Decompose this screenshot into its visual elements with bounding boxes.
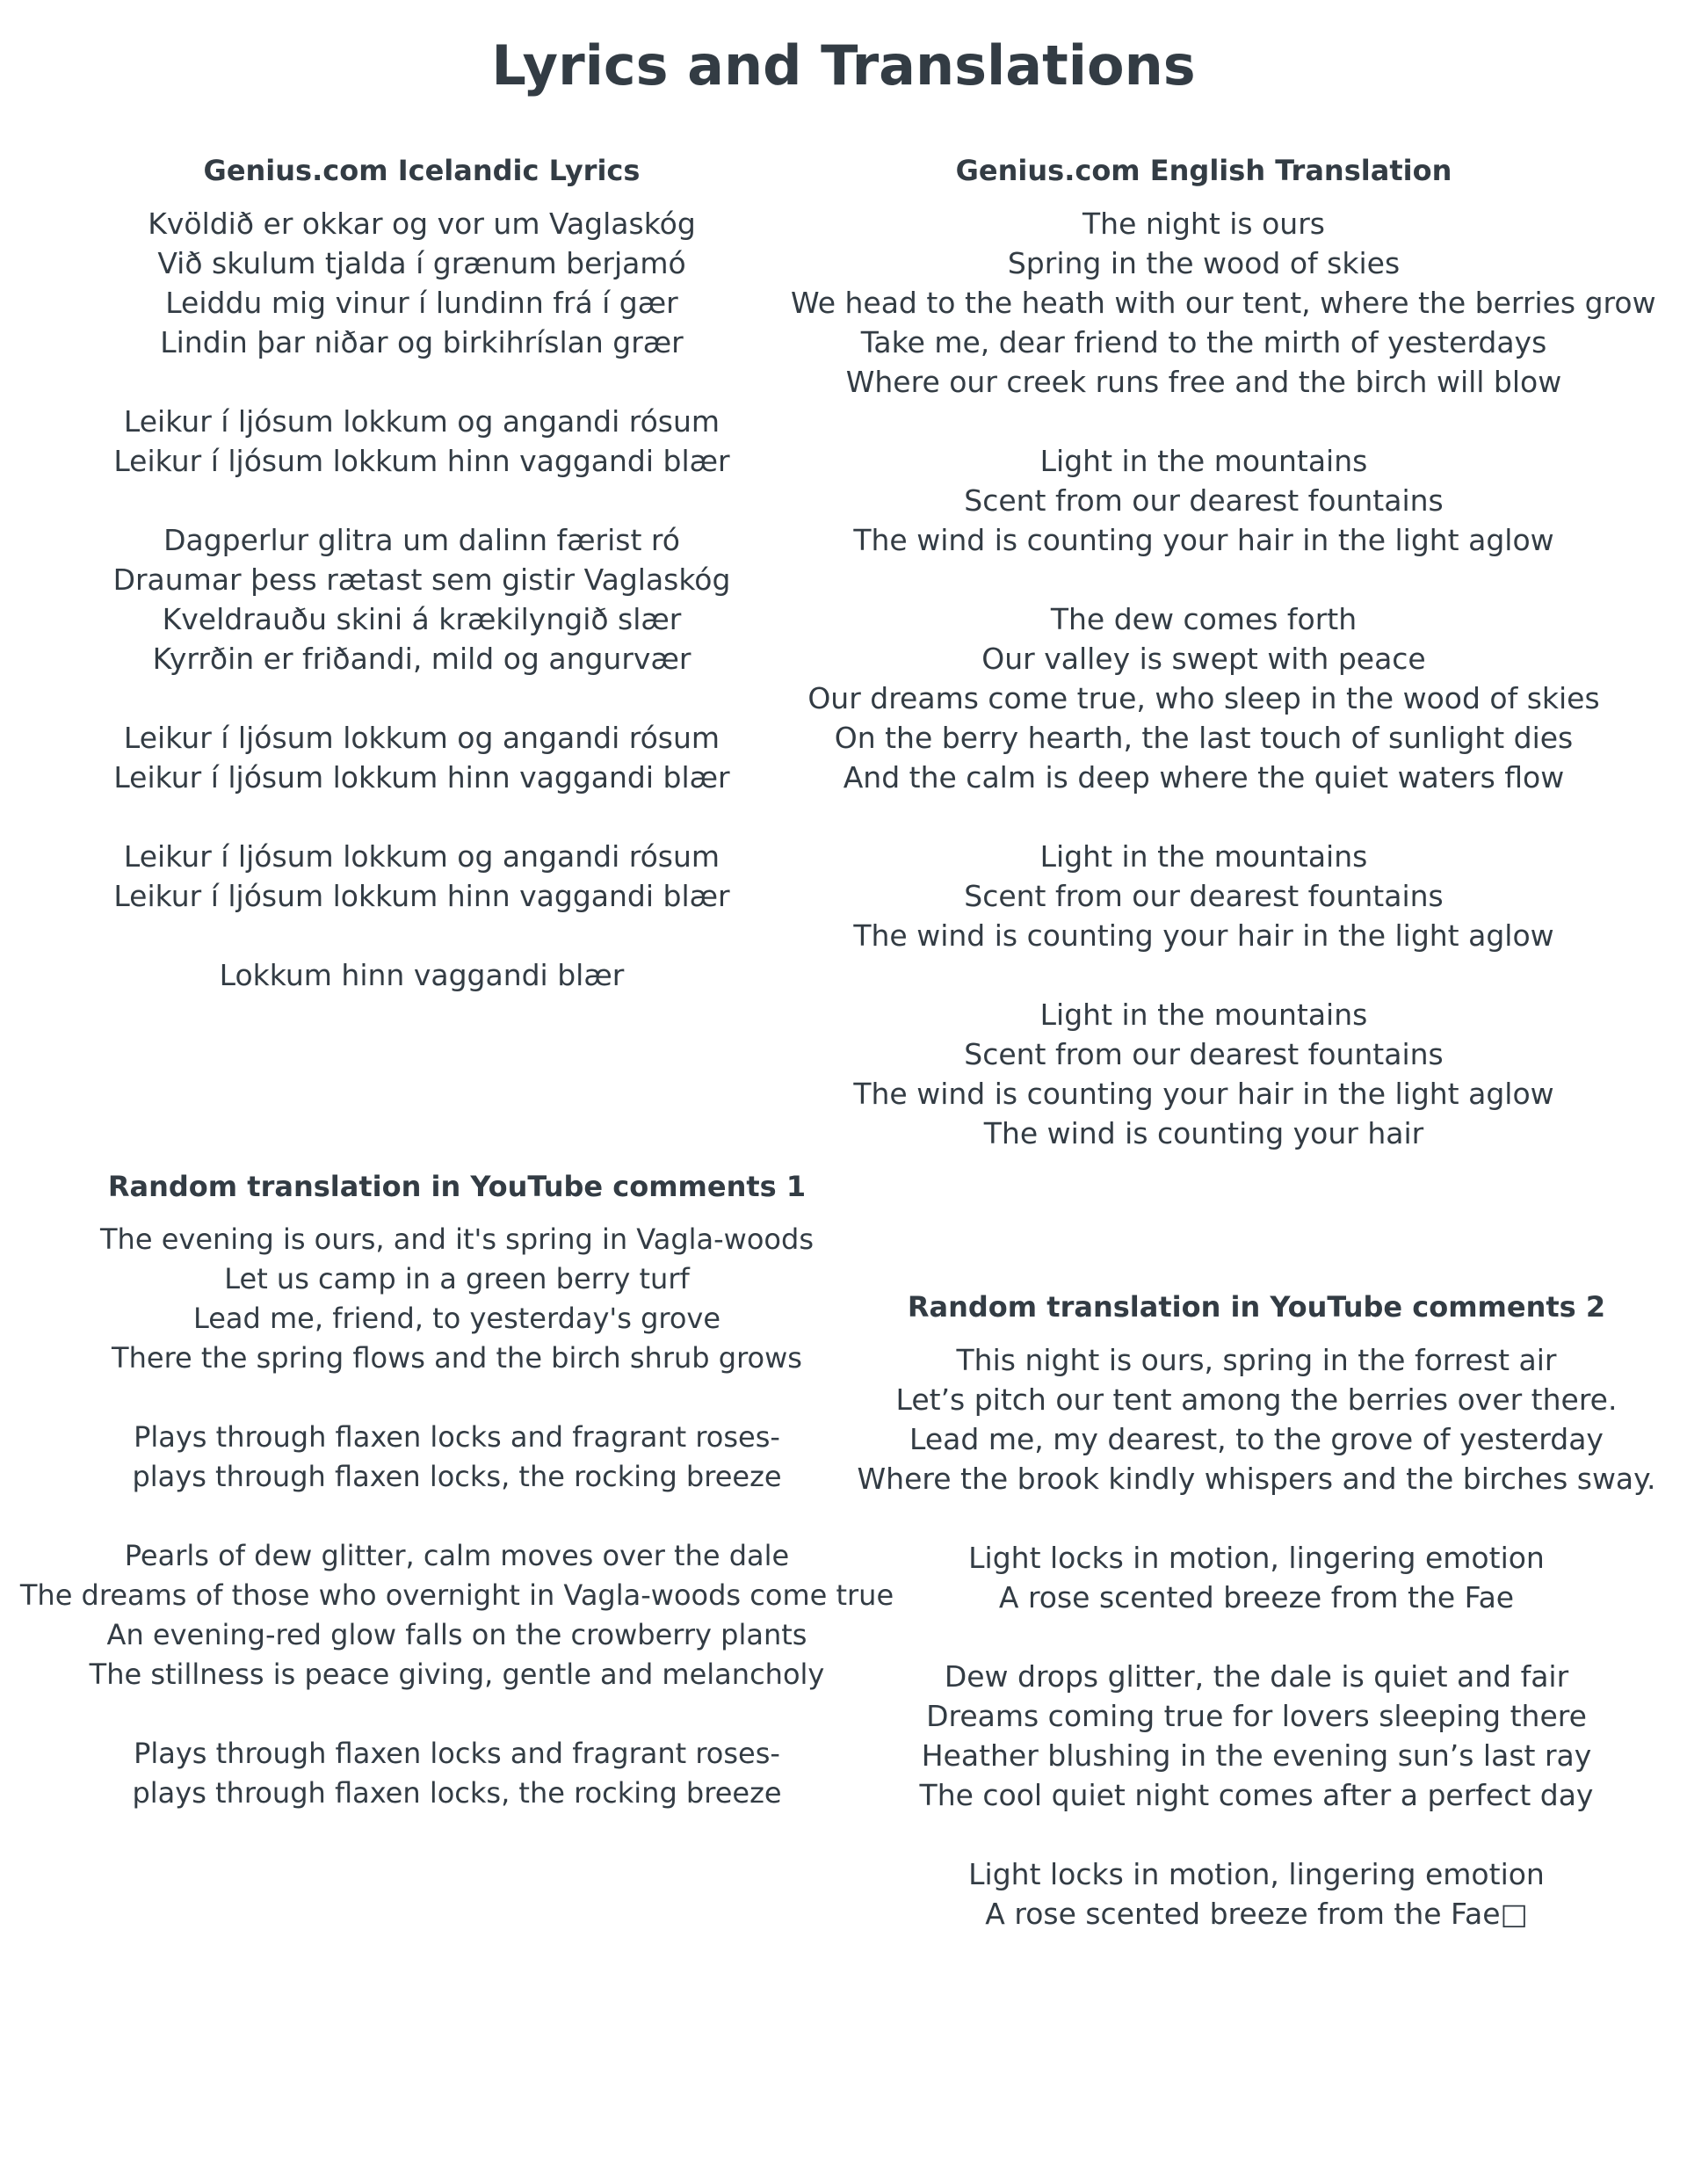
lyric-line: Lokkum hinn vaggandi blær bbox=[219, 958, 625, 992]
stanza bbox=[844, 1340, 1669, 1498]
lyric-line: There the spring flows and the birch shrub grows bbox=[112, 1341, 802, 1375]
section-heading: Random translation in YouTube comments 1 bbox=[107, 1170, 807, 1203]
lyric-line: plays through flaxen locks, the rocking breeze bbox=[132, 1776, 782, 1810]
lyric-line: Light locks in motion, lingering emotion bbox=[968, 1541, 1545, 1575]
lyric-line: Take me, dear friend to the mirth of yesterdays bbox=[860, 325, 1547, 359]
page-title: Lyrics and Translations bbox=[491, 33, 1196, 98]
stanza bbox=[844, 1657, 1669, 1815]
stanza-list bbox=[844, 1340, 1669, 1934]
stanza bbox=[70, 402, 773, 481]
section-heading: Genius.com Icelandic Lyrics bbox=[203, 154, 641, 187]
lyric-line: Plays through flaxen locks and fragrant roses- bbox=[134, 1420, 780, 1454]
lyric-line: Light in the mountains bbox=[1039, 444, 1368, 478]
lyric-line: Leikur í ljósum lokkum og angandi rósum bbox=[123, 721, 720, 755]
lyric-line: The night is ours bbox=[1082, 207, 1325, 241]
stanza bbox=[791, 441, 1617, 560]
lyric-line: Scent from our dearest fountains bbox=[964, 879, 1444, 913]
stanza bbox=[18, 1536, 896, 1694]
lyric-line: The dreams of those who overnight in Vagla-woods come true bbox=[19, 1578, 894, 1612]
lyric-line: Við skulum tjalda í grænum berjamó bbox=[157, 246, 686, 280]
lyric-line: The wind is counting your hair in the light aglow bbox=[853, 1077, 1554, 1111]
lyric-line: Leikur í ljósum lokkum og angandi rósum bbox=[123, 404, 720, 439]
stanza bbox=[18, 1418, 896, 1497]
stanza-list bbox=[791, 204, 1656, 1153]
lyric-line: plays through flaxen locks, the rocking breeze bbox=[132, 1460, 782, 1493]
lyric-line: The cool quiet night comes after a perfect day bbox=[919, 1778, 1594, 1812]
stanza bbox=[18, 1220, 896, 1378]
lyric-line: Lead me, friend, to yesterday's grove bbox=[192, 1302, 721, 1335]
lyric-line: The wind is counting your hair bbox=[983, 1116, 1424, 1150]
lyric-line: And the calm is deep where the quiet waters flow bbox=[843, 760, 1565, 795]
lyric-line: Dagperlur glitra um dalinn færist ró bbox=[163, 523, 680, 557]
lyric-line: On the berry hearth, the last touch of sunlight dies bbox=[834, 721, 1574, 755]
lyric-line: Leikur í ljósum lokkum hinn vaggandi blær bbox=[113, 444, 730, 478]
lyric-line: Our dreams come true, who sleep in the wood of skies bbox=[807, 681, 1600, 715]
lyric-line: The wind is counting your hair in the light aglow bbox=[853, 523, 1554, 557]
lyric-line: Spring in the wood of skies bbox=[1007, 246, 1401, 280]
youtube-translation-1-section bbox=[18, 1167, 896, 1813]
stanza bbox=[70, 520, 773, 678]
lyric-line: Where our creek runs free and the birch will blow bbox=[845, 365, 1562, 399]
stanza bbox=[791, 204, 1656, 402]
section-heading: Random translation in YouTube comments 2 bbox=[907, 1290, 1606, 1324]
lyric-line: Leikur í ljósum lokkum og angandi rósum bbox=[123, 839, 720, 874]
lyric-line: Leikur í ljósum lokkum hinn vaggandi blær bbox=[113, 879, 730, 913]
lyric-line: A rose scented breeze from the Fae□ bbox=[985, 1897, 1528, 1931]
lyric-line: The dew comes forth bbox=[1050, 602, 1358, 636]
lyric-line: Light in the mountains bbox=[1039, 839, 1368, 874]
lyric-line: Dew drops glitter, the dale is quiet and fair bbox=[944, 1659, 1569, 1694]
lyric-line: We head to the heath with our tent, where the berries grow bbox=[791, 286, 1656, 320]
lyric-line: Dreams coming true for lovers sleeping there bbox=[926, 1699, 1587, 1733]
lyric-line: The stillness is peace giving, gentle and melancholy bbox=[89, 1658, 825, 1691]
lyric-line: The wind is counting your hair in the light aglow bbox=[853, 918, 1554, 953]
lyric-line: Pearls of dew glitter, calm moves over the dale bbox=[124, 1539, 790, 1572]
section-heading: Genius.com English Translation bbox=[955, 154, 1452, 187]
stanza bbox=[844, 1854, 1669, 1934]
lyric-line: Where the brook kindly whispers and the birches sway. bbox=[857, 1462, 1656, 1496]
english-translation-section bbox=[791, 151, 1656, 1153]
lyric-line: This night is ours, spring in the forrest air bbox=[956, 1343, 1557, 1377]
lyric-line: Plays through flaxen locks and fragrant roses- bbox=[134, 1737, 780, 1770]
lyric-line: Kyrrðin er friðandi, mild og angurvær bbox=[152, 642, 691, 676]
lyric-line: Heather blushing in the evening sun’s last ray bbox=[921, 1738, 1592, 1773]
lyric-line: Leikur í ljósum lokkum hinn vaggandi blær bbox=[113, 760, 730, 795]
youtube-translation-2-section bbox=[844, 1288, 1669, 1934]
stanza bbox=[844, 1538, 1669, 1617]
stanza-list bbox=[18, 1220, 896, 1813]
lyric-line: Kvöldið er okkar og vor um Vaglaskóg bbox=[148, 207, 696, 241]
lyric-line: Lindin þar niðar og birkihríslan grær bbox=[160, 325, 684, 359]
stanza bbox=[70, 204, 773, 362]
lyric-line: Lead me, my dearest, to the grove of yesterday bbox=[909, 1422, 1604, 1456]
stanza bbox=[70, 955, 773, 995]
stanza bbox=[70, 718, 773, 797]
lyric-line: Let us camp in a green berry turf bbox=[224, 1262, 690, 1295]
lyric-line: Light in the mountains bbox=[1039, 998, 1368, 1032]
lyric-line: An evening-red glow falls on the crowberry plants bbox=[106, 1618, 807, 1651]
lyric-line: Draumar þess rætast sem gistir Vaglaskóg bbox=[112, 562, 731, 597]
stanza bbox=[18, 1734, 896, 1813]
stanza bbox=[791, 995, 1617, 1153]
lyric-line: Leiddu mig vinur í lundinn frá í gær bbox=[165, 286, 678, 320]
lyric-line: Light locks in motion, lingering emotion bbox=[968, 1857, 1545, 1891]
lyric-line: Scent from our dearest fountains bbox=[964, 483, 1444, 518]
lyric-line: Scent from our dearest fountains bbox=[964, 1037, 1444, 1071]
stanza bbox=[791, 837, 1617, 955]
stanza-list bbox=[70, 204, 773, 995]
icelandic-lyrics-section bbox=[70, 151, 773, 995]
lyric-line: Our valley is swept with peace bbox=[981, 642, 1426, 676]
stanza bbox=[70, 837, 773, 916]
lyric-line: The evening is ours, and it's spring in Vagla-woods bbox=[100, 1223, 814, 1256]
lyric-line: Kveldrauðu skini á krækilyngið slær bbox=[162, 602, 682, 636]
lyric-line: A rose scented breeze from the Fae bbox=[998, 1580, 1515, 1614]
lyric-line: Let’s pitch our tent among the berries over there. bbox=[895, 1382, 1618, 1417]
stanza bbox=[791, 599, 1617, 797]
